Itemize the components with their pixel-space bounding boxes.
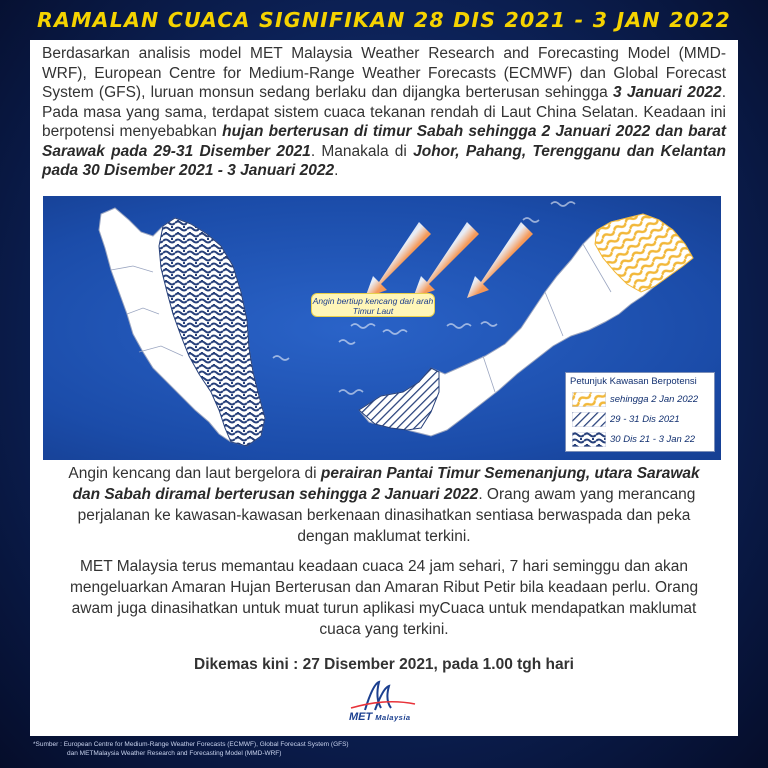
legend-item — [572, 432, 712, 448]
advisory-paragraph — [60, 463, 708, 547]
map-legend — [565, 372, 715, 452]
logo-sub: Malaysia — [375, 713, 411, 722]
wind-label: Angin bertiup kencang dari arah Timur Laut — [311, 293, 435, 317]
logo-main: MET — [349, 711, 373, 723]
stripes-swatch — [572, 412, 606, 427]
source-footnote — [33, 740, 733, 758]
legend-label: 30 Dis 21 - 3 Jan 22 — [610, 434, 696, 445]
legend-title: Petunjuk Kawasan Berpotensi — [570, 376, 697, 387]
met-malaysia-logo — [345, 678, 445, 728]
intro-highlight-1: 3 Januari 2022 — [612, 84, 722, 101]
intro-text-1: Berdasarkan analisis model MET Malaysia Weather Research and Forecasting Model (MMD-WRF), European Centre for Medium-Range Weather Forecasts (ECMWF) dan Global Forecast System (GFS), luruan monsun sedang berlaku dan dijangka berterusan sehingga — [42, 45, 726, 101]
footnote-line: dan METMalaysia Weather Research and Forecasting Model (MMD-WRF) — [67, 750, 282, 757]
yellow-waves-swatch — [572, 392, 606, 407]
logo-text — [349, 711, 411, 723]
monitoring-paragraph: MET Malaysia terus memantau keadaan cuaca 24 jam sehari, 7 hari seminggu dan akan mengeluarkan Amaran Hujan Berterusan dan Amaran Ribut Petir bila keadaan perlu. Orang awam juga dinasihatkan untuk muat turun aplikasi myCuaca untuk mendapatkan maklumat cuaca yang terkini. — [69, 558, 699, 638]
legend-item — [572, 412, 712, 428]
legend-label: 29 - 31 Dis 2021 — [610, 414, 680, 425]
updated-timestamp: Dikemas kini : 27 Disember 2021, pada 1.00 tgh hari — [194, 656, 574, 673]
maze-swatch — [572, 432, 606, 447]
intro-text-3: . Manakala di — [310, 142, 414, 160]
intro-text-4: . — [334, 162, 339, 179]
advisory-text-2: . Orang awam yang merancang perjalanan ke kawasan-kawasan berkenaan dinasihatkan sentiasa berwaspada dan peka dengan maklumat terkini. — [77, 486, 696, 545]
footnote-line: *Sumber : European Centre for Medium-Range Weather Forecasts (ECMWF), Global Forecast System (GFS) — [33, 741, 349, 748]
logo-swoosh-icon — [345, 678, 445, 712]
forecast-map — [43, 196, 721, 460]
intro-paragraph — [42, 44, 726, 181]
intro-highlight-2: hujan berterusan di timur Sabah sehingga 2 Januari 2022 dan barat Sarawak pada 29-31 Disember 2021 — [42, 123, 727, 160]
page-title: RAMALAN CUACA SIGNIFIKAN 28 DIS 2021 - 3 JAN 2022 — [37, 8, 731, 32]
intro-highlight-3: Johor, Pahang, Terengganu dan Kelantan pada 30 Disember 2021 - 3 Januari 2022 — [42, 142, 727, 179]
advisory-highlight: perairan Pantai Timur Semenanjung, utara Sarawak dan Sabah diramal berterusan sehingga 2 Januari 2022 — [72, 465, 700, 503]
legend-label: sehingga 2 Jan 2022 — [610, 394, 699, 405]
advisory-text-1: Angin kencang dan laut bergelora di — [68, 465, 321, 482]
intro-text-2: . Pada masa yang sama, terdapat sistem cuaca tekanan rendah di Laut China Selatan. Keadaan ini berpotensi menyebabkan — [42, 84, 726, 140]
legend-item — [572, 392, 712, 408]
